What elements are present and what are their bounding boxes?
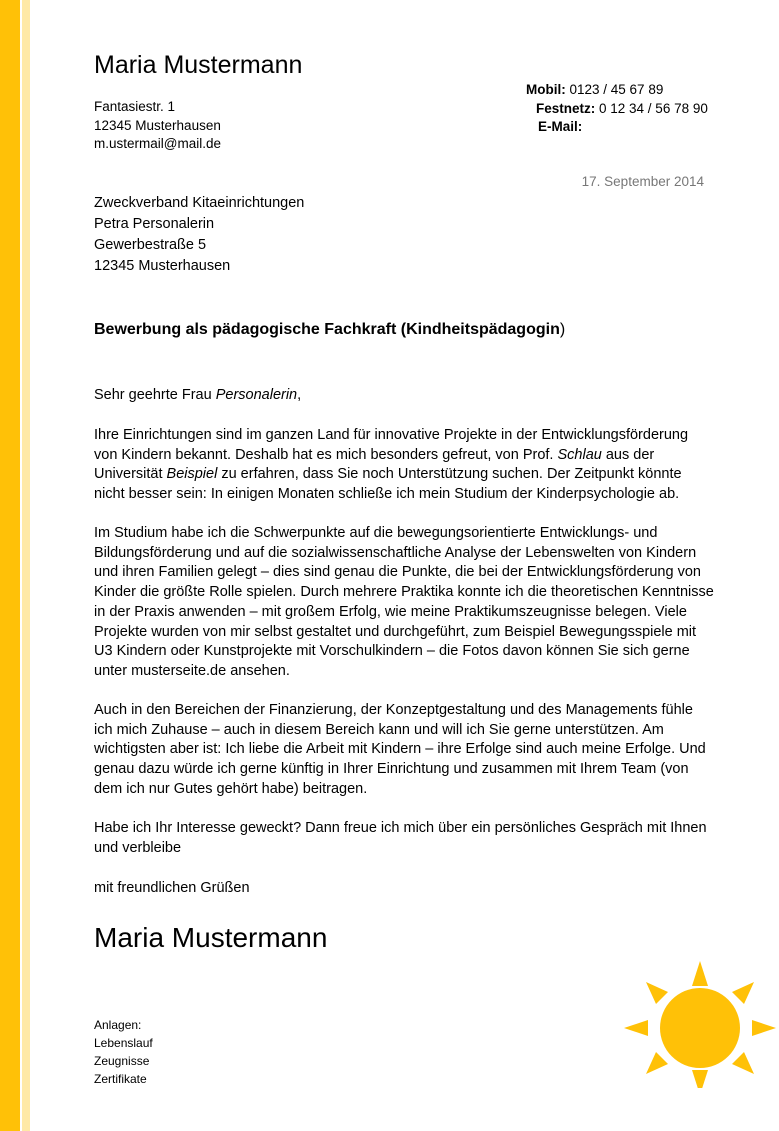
email-label: E-Mail:	[538, 119, 583, 134]
p1-professor: Schlau	[557, 446, 602, 463]
attachment-item: Lebenslauf	[94, 1036, 153, 1050]
p1-text-a: Ihre Einrichtungen sind im ganzen Land für innovative Projekte in der Entwicklungsförderung von Kindern bekannt. Deshalb hat es mich besonders gefreut, von Prof.	[94, 427, 689, 463]
subject-line	[94, 319, 565, 341]
sun-ray	[692, 961, 708, 986]
p1-text-c: zu erfahren, dass Sie noch Unterstützung suchen. Der Zeitpunkt könnte nicht besser sein: In einigen Monaten schließe ich mein Studium der Kinderpsychologie ab.	[94, 466, 682, 503]
sender-city: 12345 Musterhausen	[94, 117, 221, 133]
salutation	[94, 385, 301, 405]
decorative-stripe-light	[22, 0, 30, 1131]
p1-text-b: aus der Universität	[94, 446, 655, 483]
subject-bold: Bewerbung als pädagogische Fachkraft (Kindheitspädagogin	[94, 321, 560, 338]
sender-name: Maria Mustermann	[94, 51, 303, 79]
sender-address	[94, 98, 221, 154]
salutation-name: Personalerin	[215, 387, 298, 403]
contact-email	[538, 118, 582, 137]
sender-street: Fantasiestr. 1	[94, 99, 176, 114]
sun-ray	[624, 1020, 648, 1036]
recipient-line-3: Gewerbestraße 5	[94, 237, 207, 253]
sun-icon	[620, 958, 779, 1088]
letter-date: 17. September 2014	[581, 174, 704, 189]
sun-disc	[660, 988, 740, 1068]
body-paragraph-3: Auch in den Bereichen der Finanzierung, der Konzeptgestaltung und des Managements fühle ich mich Zuhause – auch in diesem Bereich kann und will ich Sie gerne unterstützen. Am wichtigsten aber ist: Ich liebe die Arbeit mit Kindern – ihre Erfolge sind auch meine Erfolge. Und genau dazu würde ich gerne künftig in Ihrer Einrichtung und zusammen mit Ihrem Team (von dem ich nur Gutes gehört habe) beitragen.	[94, 702, 706, 797]
attachment-item: Zertifikate	[94, 1072, 147, 1086]
recipient-line-1: Zweckverband Kitaeinrichtungen	[94, 195, 305, 211]
sun-ray	[692, 1070, 708, 1088]
sun-ray	[752, 1020, 776, 1036]
contact-mobile	[526, 81, 663, 100]
mobile-value: 0123 / 45 67 89	[565, 82, 664, 97]
phone-value: 0 12 34 / 56 78 90	[595, 100, 708, 116]
p1-university: Beispiel	[166, 466, 218, 483]
sun-ray	[732, 982, 754, 1004]
contact-phone	[536, 100, 708, 119]
recipient-line-4: 12345 Musterhausen	[94, 258, 231, 274]
attachment-item: Zeugnisse	[94, 1054, 150, 1068]
sender-email: m.ustermail@mail.de	[94, 136, 221, 151]
phone-label: Festnetz:	[536, 100, 596, 116]
salutation-prefix: Sehr geehrte Frau	[94, 387, 216, 403]
subject-tail: )	[559, 321, 566, 338]
attachments	[94, 1016, 153, 1088]
body-paragraph-4: Habe ich Ihr Interesse geweckt? Dann freue ich mich über ein persönliches Gespräch mit Ihnen und verbleibe	[94, 820, 707, 856]
mobile-label: Mobil:	[526, 82, 566, 97]
sun-ray	[732, 1052, 754, 1074]
body-paragraph-1	[94, 426, 714, 505]
sun-graphic	[620, 958, 779, 1088]
attachments-title: Anlagen:	[94, 1018, 142, 1032]
closing: mit freundlichen Grüßen	[94, 880, 250, 896]
decorative-stripe	[0, 0, 20, 1131]
body-paragraph-2: Im Studium habe ich die Schwerpunkte auf die bewegungsorientierte Entwicklungs- und Bildungsförderung und auf die sozialwissenschaftliche Analyse der Lebenswelten von Kindern und ihren Familien gelegt – dies sind genau die Punkte, die bei der Entwicklungsförderung von Kinder die größte Rolle spielen. Durch mehrere Praktika konnte ich die theoretischen Kenntnisse in der Praxis anwenden – mit großem Erfolg, wie meine Praktikumszeugnisse belegen. Viele Projekte wurden von mir selbst gestaltet und durchgeführt, zum Beispiel Bewegungsspiele mit U3 Kindern oder Kunstprojekte mit Vorschulkindern – die Fotos davon können Sie sich gerne unter musterseite.de ansehen.	[94, 525, 714, 679]
sun-ray	[646, 1052, 668, 1074]
signature-name: Maria Mustermann	[94, 922, 328, 953]
recipient-address	[94, 193, 304, 277]
salutation-suffix: ,	[297, 387, 302, 403]
sun-ray	[646, 982, 668, 1004]
recipient-line-2: Petra Personalerin	[94, 216, 215, 232]
